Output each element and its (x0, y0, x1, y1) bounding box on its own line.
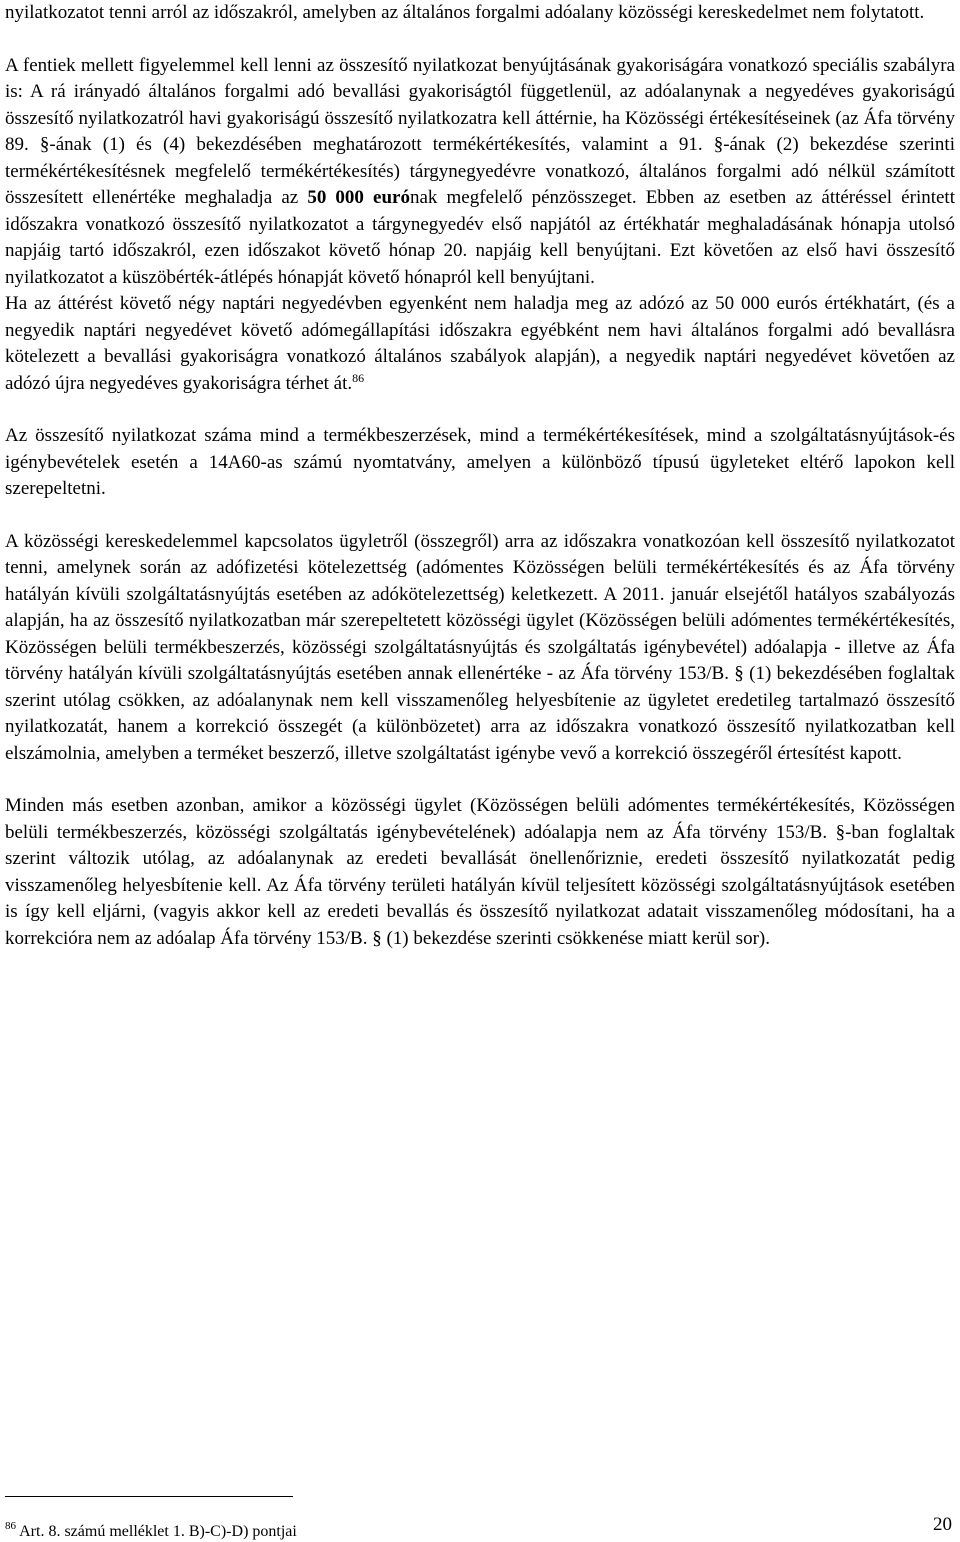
footnote (5, 1522, 297, 1542)
paragraph-gap (5, 27, 955, 53)
form-number-paragraph: Az összesítő nyilatkozat száma mind a termékbeszerzések, mind a termékértékesítések, mind a szolgáltatásnyújtások-és igénybevételek esetén a 14A60-as számú nyomtatvány, amelyen a különböző típusú ügyleteket eltérő lapokon kell szerepeltetni. (5, 425, 955, 499)
threshold-amount: 50 000 euró (307, 187, 410, 208)
return-to-quarterly-text: Ha az áttérést követő négy naptári negyedévben egyenként nem haladja meg az adózó az 50 000 eurós értékhatárt, (és a negyedik naptári negyedévet követő adómegállapítási időszakra egyébként nem havi általános forgalmi adó bevallásra kötelezett a bevallási gyakoriságra vonatkozó általános szabályok alapján), a negyedik naptári negyedévet követően az adózó újra negyedéves gyakoriságra térhet át. (5, 293, 955, 394)
paragraph-gap (5, 397, 955, 423)
footnote-reference: 86 (352, 370, 365, 385)
footnote-number: 86 (5, 1520, 16, 1532)
correction-paragraph: A közösségi kereskedelemmel kapcsolatos ügyletről (összegről) arra az időszakra vonatkozóan kell összesítő nyilatkozatot tenni, amelynek során az adófizetési kötelezettség (adómentes Közösségen belüli termékértékesítés és az Áfa törvény hatályán kívüli szolgáltatásnyújtás esetében az adókötelezettség) keletkezett. A 2011. január elsejétől hatályos szabályozás alapján, ha az összesítő nyilatkozatban már szerepeltetett közösségi ügylet (Közösségen belüli adómentes termékértékesítés, Közösségen belüli termékbeszerzés, közösségi szolgáltatásnyújtás és szolgáltatás igénybevétel) adóalapja - illetve az Áfa törvény hatályán kívüli szolgáltatásnyújtás esetében annak ellenértéke - az Áfa törvény 153/B. § (1) bekezdésében foglaltak szerint utólag csökken, az adóalanynak nem kell visszamenőleg helyesbítenie az ügyletet eredetileg tartalmazó összesítő nyilatkozatát, hanem a korrekció összegét (a különbözetet) arra az időszakra vonatkozó összesítő nyilatkozatban kell elszámolnia, amelyben a terméket beszerző, illetve szolgáltatást igénybe vevő a korrekció összegéről értesítést kapott. (5, 530, 955, 764)
threshold-text-a: A fentiek mellett figyelemmel kell lenni az összesítő nyilatkozat benyújtásának gyakoriságára vonatkozó speciális szabályra is: A rá irányadó általános forgalmi adó bevallási gyakoriságtól függetlenül, az adóalanynak a negyedéves gyakoriságú összesítő nyilatkozatról havi gyakoriságú összesítő nyilatkozatra kell áttérnie, ha Közösségi értékesítéseinek (az Áfa törvény 89. §-ának (1) és (4) bekezdésében meghatározott termékértékesítés, valamint a 91. §-ának (2) bekezdése szerinti termékértékesítésnek megfelelő termékértékesítés) tárgynegyedévre vonatkozó, általános forgalmi adó nélkül számított összesített ellenértéke meghaladja az (5, 54, 955, 208)
document-page (5, 0, 955, 952)
threshold-text-b: nak megfelelő pénzösszeget. Ebben az esetben az áttéréssel érintett időszakra vonatkozó összesítő nyilatkozatot a tárgynegyedév első napjától az értékhatár meghaladásának hónapja utolsó napjáig tartó időszakról, ezen időszakot követő hónap 20. napjáig kell benyújtani. Ezt követően az első havi összesítő nyilatkozatot a küszöbérték-átlépés hónapját követő hónapról kell benyújtani. (5, 187, 955, 288)
page-number: 20 (933, 1514, 952, 1535)
paragraph-gap (5, 767, 955, 793)
return-to-quarterly-paragraph (5, 291, 955, 397)
footnote-separator (5, 1496, 293, 1497)
self-revision-paragraph: Minden más esetben azonban, amikor a közösségi ügylet (Közösségen belüli adómentes termékértékesítés, Közösségen belüli termékbeszerzés, közösségi szolgáltatás igénybevételének) adóalapja nem az Áfa törvény 153/B. §-ban foglaltak szerint változik utólag, az adóalanynak az eredeti bevallását önellenőriznie, eredeti összesítő nyilatkozatát pedig visszamenőleg helyesbítenie kell. Az Áfa törvény területi hatályán kívül teljesített közösségi szolgáltatásnyújtások esetében is így kell eljárni, (vagyis akkor kell az eredeti bevallás és összesítő nyilatkozat adatait visszamenőleg módosítani, ha a korrekcióra nem az adóalap Áfa törvény 153/B. § (1) bekezdése szerinti csökkenése miatt kerül sor). (5, 795, 955, 949)
footnote-text: Art. 8. számú melléklet 1. B)-C)-D) pontjai (16, 1523, 297, 1540)
threshold-paragraph (5, 53, 955, 292)
paragraph-gap (5, 503, 955, 529)
intro-paragraph: nyilatkozatot tenni arról az időszakról, amelyben az általános forgalmi adóalany közösségi kereskedelmet nem folytatott. (5, 2, 925, 23)
